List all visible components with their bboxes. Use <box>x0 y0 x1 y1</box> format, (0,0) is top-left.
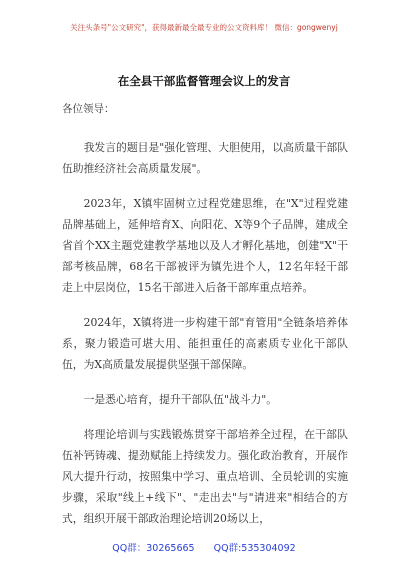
document-body <box>62 137 348 543</box>
footer-contacts <box>0 540 408 554</box>
footer-qq-group-1: QQ群：30265665 <box>112 543 195 554</box>
header-banner: 关注头条号"公文研究"，获得最新最全最专业的公文资料库！ 微信：gongwenyj <box>70 23 338 32</box>
footer-qq-group-2: QQ群:535304092 <box>213 543 296 554</box>
salutation: 各位领导： <box>62 103 115 115</box>
paragraph-2024: 2024年，X镇将进一步构建干部"育管用"全链条培养体系，聚力锻造可堪大用、能担重任的高素质专业化干部队伍，为X高质量发展提供坚强干部保障。 <box>62 316 348 371</box>
paragraph-topic: 我发言的题目是"强化管理、大胆使用，以高质量干部队伍助推经济社会高质量发展"。 <box>62 141 348 175</box>
paragraph-heading-one: 一是悉心培育，提升干部队伍"战斗力"。 <box>83 393 278 406</box>
paragraph-training: 将理论培训与实践锻炼贯穿干部培养全过程，在干部队伍补钙铸魂、提劲赋能上持续发力。强化政治教育，开展作风大提升行动，按照集中学习、重点培训、全员轮训的实施步骤，采取"线上+线下"、"走出去"与"请进来"相结合的方式，组织开展干部政治理论培训20场以上， <box>62 428 348 525</box>
paragraph-2023: 2023年，X镇牢固树立过程党建思维，在"X"过程党建品牌基础上，延伸培育X、向阳花、X等9个子品牌，建成全省首个XX主题党建教学基地以及人才孵化基地，创建"X"干部考核品牌，68名干部被评为镇先进个人，12名年轻干部走上中层岗位，15名干部进入后备干部库重点培养。 <box>62 197 348 294</box>
document-title: 在全县干部监督管理会议上的发言 <box>117 74 291 88</box>
